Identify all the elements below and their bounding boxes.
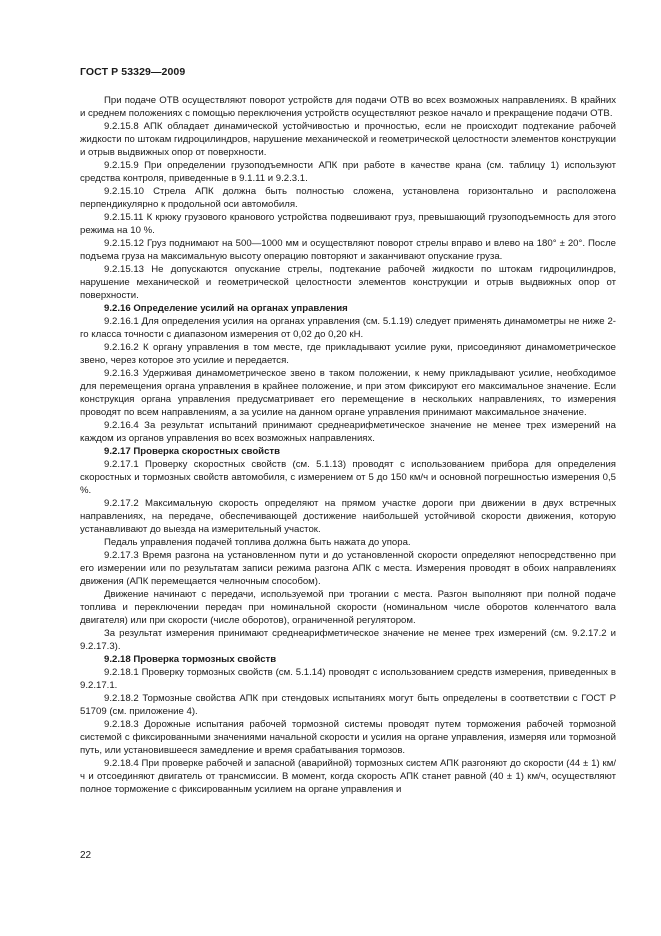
paragraph: 9.2.18.1 Проверку тормозных свойств (см. 5.1.14) проводят с использованием средств измерения, приведенных в 9.2.17.1. [80,667,616,691]
paragraph: За результат измерения принимают среднеарифметическое значение не менее трех измерений (см. 9.2.17.2 и 9.2.17.3). [80,628,616,652]
paragraph: 9.2.16.4 За результат испытаний принимают среднеарифметическое значение не менее трех измерений на каждом из органов управления во всех возможных направлениях. [80,420,616,444]
paragraph: 9.2.17.3 Время разгона на установленном пути и до установленной скорости определяют непосредственно при его измерении или по результатам записи режима разгона АПК с места. Измерения проводят в обоих направлениях движения (АПК перемещается челночным способом). [80,550,616,587]
paragraph: 9.2.15.9 При определении грузоподъемности АПК при работе в качестве крана (см. таблицу 1) используют средства контроля, приведенные в 9.1.11 и 9.2.3.1. [80,160,616,184]
paragraph: 9.2.15.13 Не допускаются опускание стрелы, подтекание рабочей жидкости по штокам гидроцилиндров, нарушение механической и геометрической целостности элементов конструкции и отрыв выдвижных опор от поверхности. [80,264,616,301]
document-header: ГОСТ Р 53329—2009 [80,66,186,78]
section-heading: 9.2.16 Определение усилий на органах управления [104,303,348,314]
paragraph: 9.2.16.3 Удерживая динамометрическое звено в таком положении, к нему прикладывают усилие, необходимое для перемещения органа управления в крайнее положение, и при этом фиксируют его максимальное значение. Если конструкция органа управления предусматривает его перемещение в нескольких направлениях, то измерения проводят по всем направлениям, а за усилие на данном органе управления принимают максимальное значение. [80,368,616,418]
paragraph: Движение начинают с передачи, используемой при трогании с места. Разгон выполняют при полной подаче топлива и переключении передач при номинальной скорости (номинальном числе оборотов коленчатого вала двигателя) или при скорости (числе оборотов), ограниченной регулятором. [80,589,616,626]
paragraph: 9.2.18.4 При проверке рабочей и запасной (аварийной) тормозных систем АПК разгоняют до скорости (44 ± 1) км/ч и отсоединяют двигатель от трансмиссии. В момент, когда скорость АПК станет равной (40 ± 1) км/ч, осуществляют полное торможение с фиксированным усилием на органе управления и [80,758,616,795]
paragraph: Педаль управления подачей топлива должна быть нажата до упора. [104,537,411,548]
paragraph: 9.2.15.12 Груз поднимают на 500—1000 мм и осуществляют поворот стрелы вправо и влево на 180° ± 20°. После подъема груза на максимальную высоту операцию повторяют и заканчивают опускание груза. [80,238,616,262]
section-heading: 9.2.18 Проверка тормозных свойств [104,654,277,665]
paragraph: 9.2.18.3 Дорожные испытания рабочей тормозной системы проводят путем торможения рабочей тормозной системой с фиксированными значениями начальной скорости и усилия на органе управления, измеряя или тормозной путь, или установившееся замедление и время срабатывания тормозов. [80,719,616,756]
paragraph: 9.2.15.8 АПК обладает динамической устойчивостью и прочностью, если не происходит подтекание рабочей жидкости по штокам гидроцилиндров, нарушение механической и геометрической целостности элементов конструкции и отрыв выдвижных опор от поверхности. [80,121,616,158]
paragraph: 9.2.16.1 Для определения усилия на органах управления (см. 5.1.19) следует применять динамометры не ниже 2-го класса точности с диапазоном измерения от 0,02 до 0,20 кН. [80,316,616,340]
paragraph: 9.2.17.2 Максимальную скорость определяют на прямом участке дороги при движении в двух встречных направлениях, на передаче, обеспечивающей достижение наибольшей устойчивой скорости движения, которую устанавливают до выезда на измерительный участок. [80,498,616,535]
document-body [80,94,616,796]
paragraph: 9.2.18.2 Тормозные свойства АПК при стендовых испытаниях могут быть определены в соответствии с ГОСТ Р 51709 (см. приложение 4). [80,693,616,717]
paragraph: 9.2.15.10 Стрела АПК должна быть полностью сложена, установлена горизонтально и расположена перпендикулярно к продольной оси автомобиля. [80,186,616,210]
paragraph: 9.2.16.2 К органу управления в том месте, где прикладывают усилие руки, присоединяют динамометрическое звено, через которое это усилие и передается. [80,342,616,366]
section-heading: 9.2.17 Проверка скоростных свойств [104,446,281,457]
paragraph: 9.2.17.1 Проверку скоростных свойств (см. 5.1.13) проводят с использованием прибора для определения скоростных и тормозных свойств автомобиля, с измерением от 5 до 150 км/ч и основной погрешностью измерения 0,5 %. [80,459,616,496]
paragraph: 9.2.15.11 К крюку грузового кранового устройства подвешивают груз, превышающий грузоподъемность для этого режима на 10 %. [80,212,616,236]
paragraph: При подаче ОТВ осуществляют поворот устройств для подачи ОТВ во всех возможных направлениях. В крайних и среднем положениях с помощью переключения устройств осуществляют резкое начало и прекращение подачи ОТВ. [80,95,616,119]
page-number: 22 [80,850,92,861]
